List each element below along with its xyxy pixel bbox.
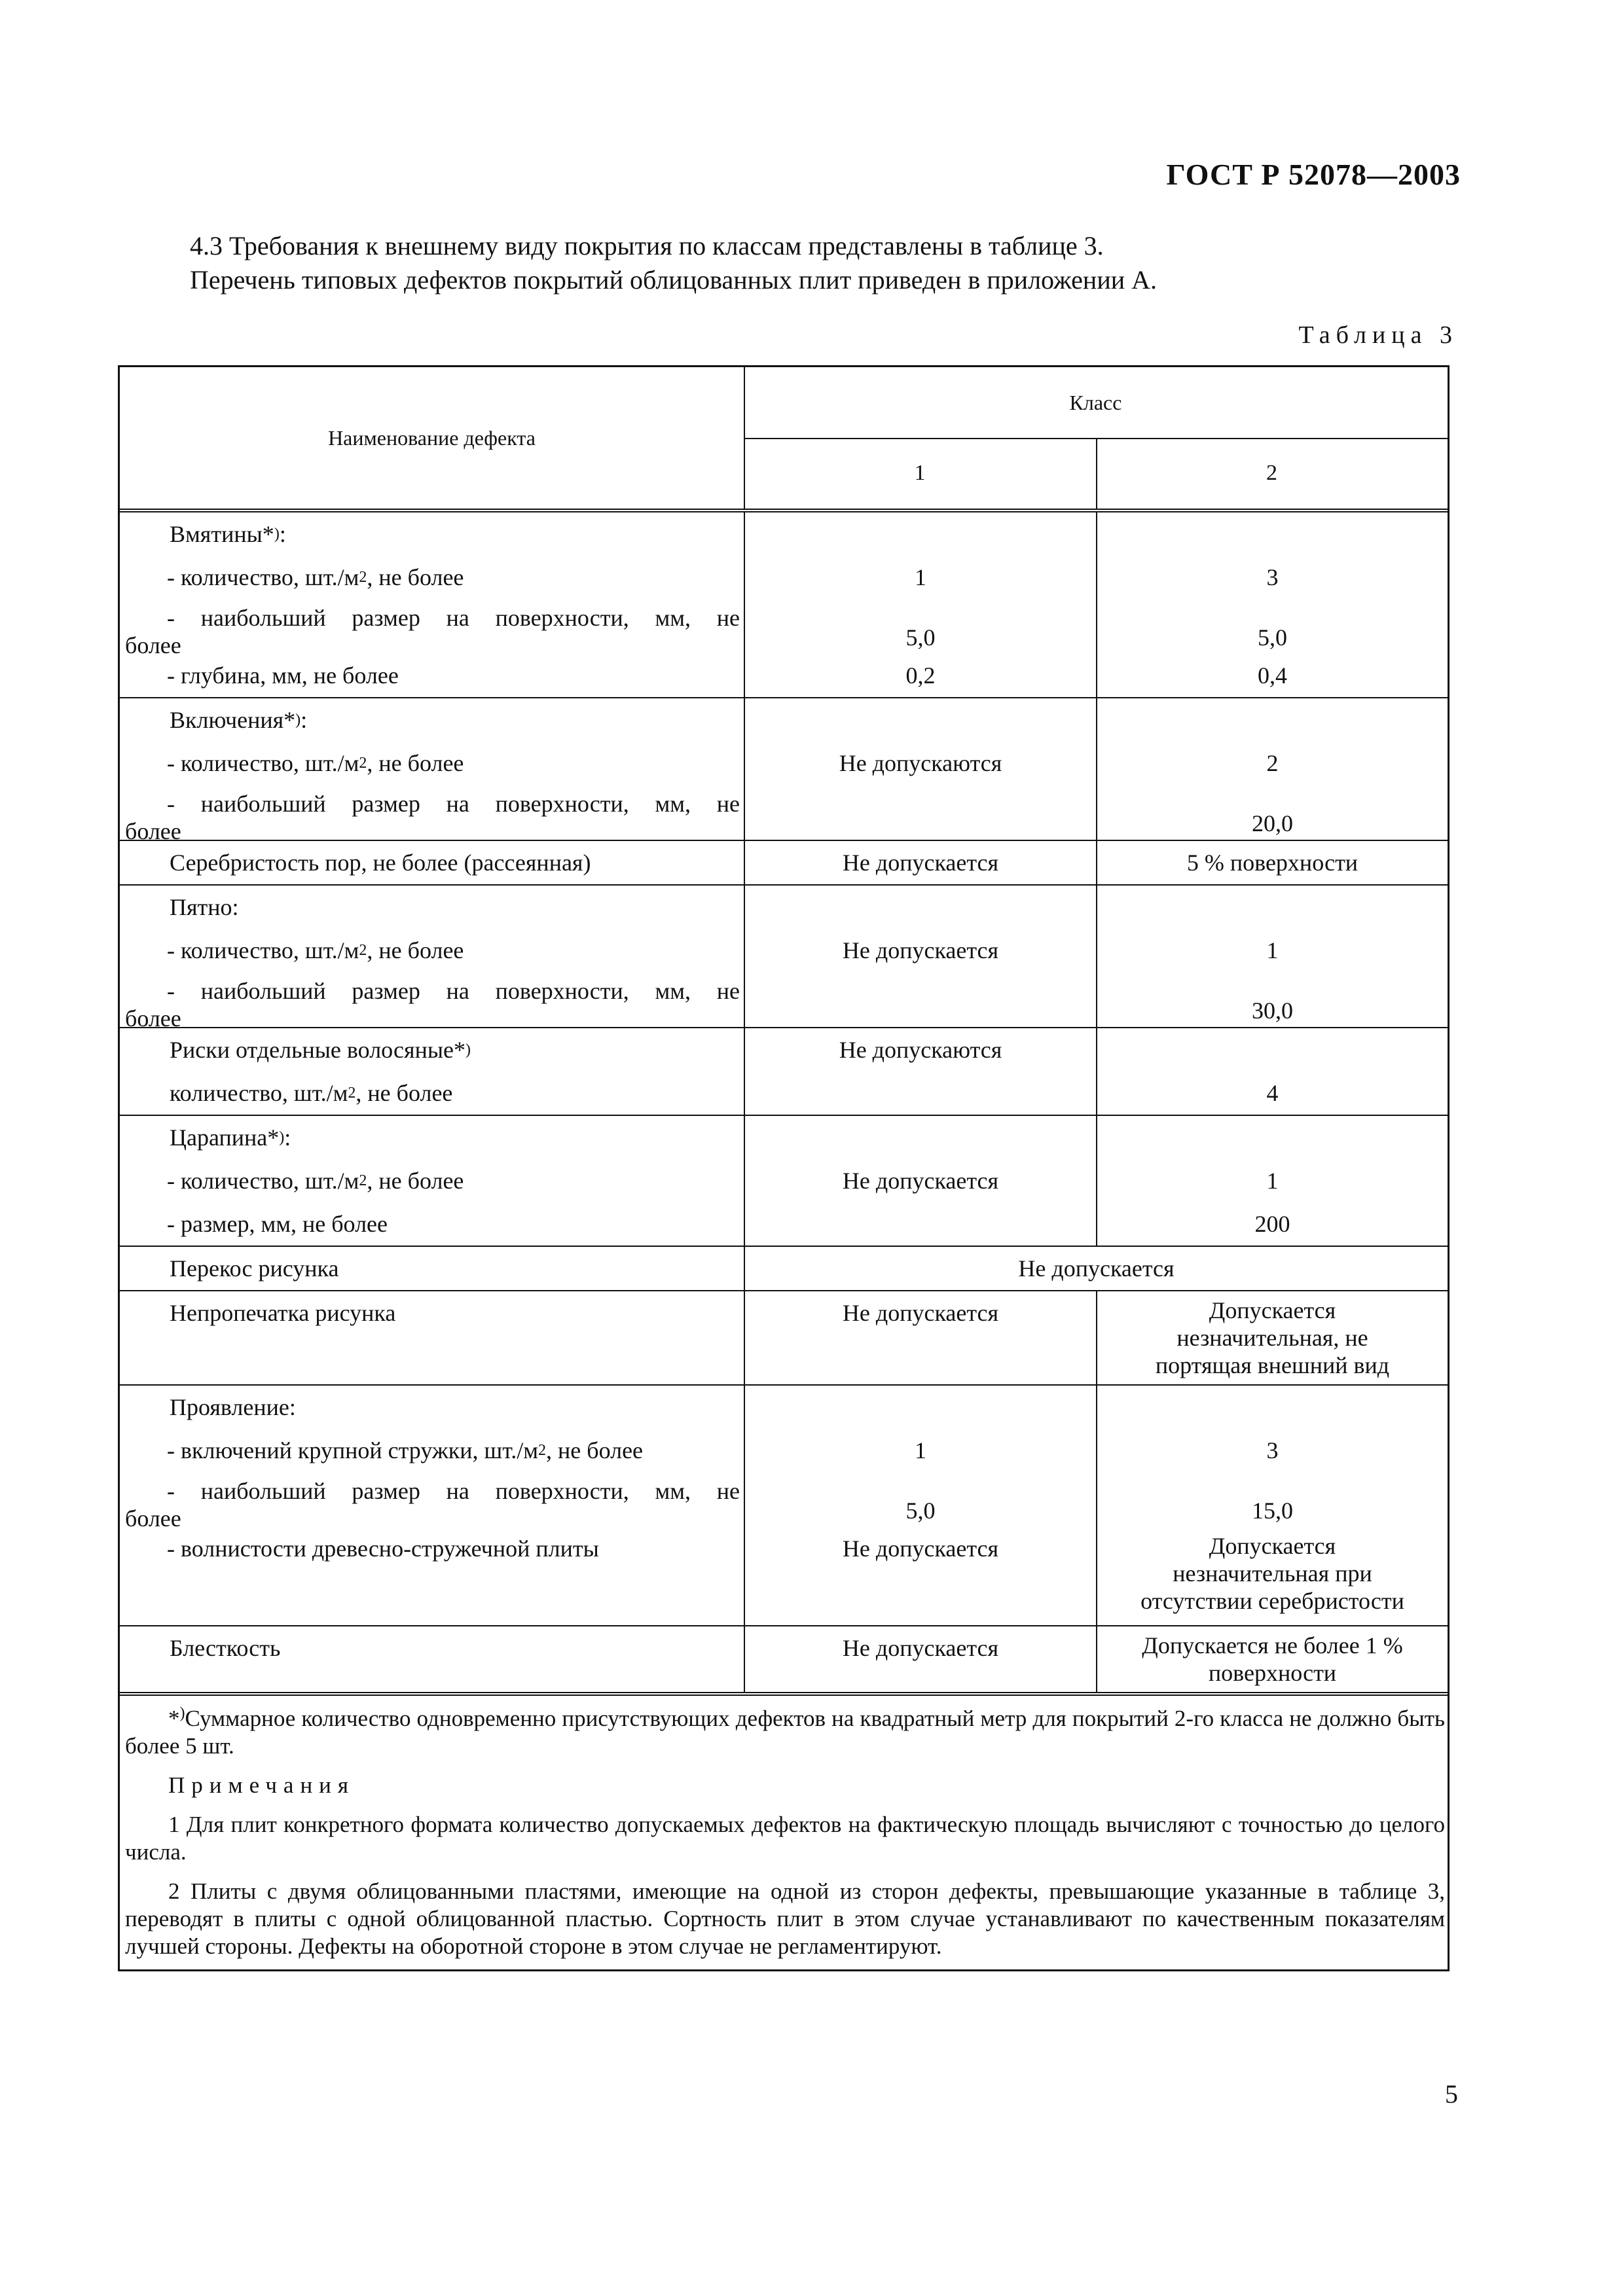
table-footnotes xyxy=(120,1696,1448,1969)
defect-size xyxy=(120,599,744,658)
row-nepropechatka xyxy=(120,1291,1448,1386)
size-line-b: более xyxy=(125,818,181,844)
defect-qty: - количество, шт./м 2 , не более xyxy=(167,1168,464,1194)
class1-cell xyxy=(744,512,1096,697)
class1-value: 1 xyxy=(915,1437,926,1463)
title-text: Вмятины* xyxy=(170,521,274,547)
defect-name-cell xyxy=(120,1116,744,1246)
size-line-b: более xyxy=(125,632,181,658)
qty-tail: , не более xyxy=(367,937,464,963)
defect-size xyxy=(120,972,744,1031)
class2-value: 3 xyxy=(1266,1437,1279,1463)
class2-cell xyxy=(1096,1116,1448,1246)
defect-title: Перекос рисунка xyxy=(170,1255,339,1282)
qty-tail: , не более xyxy=(367,750,464,776)
class1-cell xyxy=(744,886,1096,1027)
defect-qty: - количество, шт./м 2 , не более xyxy=(167,750,464,776)
value-line: Допускается xyxy=(1209,1533,1336,1559)
page-number: 5 xyxy=(1445,2079,1458,2109)
defect-title: Непропечатка рисунка xyxy=(170,1300,396,1326)
table-header xyxy=(120,367,1448,512)
class1-value: Не допускается xyxy=(842,1535,999,1562)
value-line: портящая внешний вид xyxy=(1155,1352,1390,1378)
value-line: незначительная при xyxy=(1173,1560,1372,1587)
chips-text: - включений крупной стружки, шт./м xyxy=(167,1437,539,1463)
class1-cell xyxy=(744,1291,1096,1384)
qty-tail: , не более xyxy=(367,1168,464,1194)
class2-value: 3 xyxy=(1266,564,1279,590)
class1-value: Не допускается xyxy=(842,937,999,963)
header-class-2: 2 xyxy=(1266,461,1277,485)
colon: : xyxy=(301,707,308,733)
class1-cell xyxy=(744,1626,1096,1692)
row-riski xyxy=(120,1028,1448,1116)
size-line-a: - наибольший размер на поверхности, мм, не xyxy=(167,605,740,631)
defect-title: Включения* ) : xyxy=(170,707,308,733)
footnote-sup: ) xyxy=(179,1704,185,1722)
defect-title: Блесткость xyxy=(170,1635,281,1661)
defect-qty: - количество, шт./м 2 , не более xyxy=(167,937,464,963)
row-serebristost xyxy=(120,841,1448,886)
defect-title: Пятно: xyxy=(170,894,239,920)
class2-cell xyxy=(1096,1028,1448,1115)
row-tsarapina xyxy=(120,1116,1448,1247)
qty-text: - количество, шт./м xyxy=(167,750,359,776)
merged-value: Не допускается xyxy=(1018,1255,1175,1282)
size-line-a: - наибольший размер на поверхности, мм, не xyxy=(167,978,740,1004)
class2-cell xyxy=(1096,512,1448,697)
chips-tail: , не более xyxy=(546,1437,644,1463)
class2-value xyxy=(1097,1291,1448,1384)
size-line-b: более xyxy=(125,1505,181,1532)
class2-value: 20,0 xyxy=(1252,810,1293,836)
defect-title: Проявление: xyxy=(170,1394,296,1420)
defect-qty: - количество, шт./м 2 , не более xyxy=(167,564,464,590)
class1-value: Не допускается xyxy=(842,1168,999,1194)
defect-size: - размер, мм, не более xyxy=(167,1211,388,1237)
qty-text: - количество, шт./м xyxy=(167,937,359,963)
class2-cell xyxy=(1096,886,1448,1027)
defect-name-cell xyxy=(120,1247,744,1290)
note-1: 1 Для плит конкретного формата количество допускаемых дефектов на фактическую площадь вычисляют с точностью до целого числа. xyxy=(125,1812,1445,1865)
qty-text: - количество, шт./м xyxy=(167,1168,359,1194)
class2-cell xyxy=(1096,1386,1448,1625)
title-text: Включения* xyxy=(170,707,296,733)
qty-text: количество, шт./м xyxy=(170,1080,348,1106)
qty-text: - количество, шт./м xyxy=(167,564,359,590)
defect-size xyxy=(120,785,744,844)
colon: : xyxy=(279,521,286,547)
class2-value: 4 xyxy=(1266,1080,1279,1106)
defect-title: Риски отдельные волосяные* ) xyxy=(170,1037,471,1063)
class1-cell xyxy=(744,1116,1096,1246)
intro-paragraph xyxy=(190,229,1157,297)
qty-tail: , не более xyxy=(356,1080,453,1106)
class2-value: 30,0 xyxy=(1252,997,1293,1024)
class1-value: Не допускаются xyxy=(839,750,1002,776)
notes-title: Примечания xyxy=(168,1772,356,1798)
class1-cell xyxy=(744,1386,1096,1625)
document-id-header: ГОСТ Р 52078—2003 xyxy=(1166,158,1461,191)
class2-value: 2 xyxy=(1266,750,1279,776)
class2-value: 1 xyxy=(1266,937,1279,963)
title-text: Риски отдельные волосяные* xyxy=(170,1037,466,1063)
size-line-a: - наибольший размер на поверхности, мм, не xyxy=(167,791,740,817)
merged-class-cell xyxy=(744,1247,1448,1290)
header-defect-name: Наименование дефекта xyxy=(120,367,745,509)
class2-value: 0,4 xyxy=(1258,662,1287,689)
class1-value: 1 xyxy=(915,564,926,590)
intro-line-1: 4.3 Требования к внешнему виду покрытия по классам представлены в таблице 3. xyxy=(190,231,1104,260)
defect-title: Серебристость пор, не более (рассеянная) xyxy=(170,850,591,876)
class2-cell xyxy=(1096,1626,1448,1692)
class2-cell xyxy=(1096,841,1448,884)
defect-name-cell xyxy=(120,841,744,884)
header-class: Класс xyxy=(744,367,1448,439)
size-line-b: более xyxy=(125,1005,181,1031)
defect-name-cell xyxy=(120,512,744,697)
colon: : xyxy=(284,1124,291,1151)
class2-value: 5,0 xyxy=(1258,624,1287,651)
class1-value: 0,2 xyxy=(905,662,936,689)
defect-chips: - включений крупной стружки, шт./м 2 , не более xyxy=(167,1437,644,1463)
header-class-1: 1 xyxy=(744,438,1097,509)
defect-name-cell xyxy=(120,1626,744,1692)
defect-depth: - глубина, мм, не более xyxy=(167,662,399,689)
class2-value: 5 % поверхности xyxy=(1186,850,1359,876)
defect-name-cell xyxy=(120,886,744,1031)
defect-name-cell xyxy=(120,1386,744,1625)
class2-value: 1 xyxy=(1266,1168,1279,1194)
class1-value: Не допускается xyxy=(842,1635,999,1661)
defect-name-cell xyxy=(120,1291,744,1384)
row-blestkost xyxy=(120,1626,1448,1696)
class1-value: 5,0 xyxy=(905,624,936,651)
defect-name-cell xyxy=(120,1028,744,1115)
value-line: Допускается не более 1 % xyxy=(1142,1632,1403,1659)
row-proyavlenie xyxy=(120,1386,1448,1626)
value-line: поверхности xyxy=(1208,1660,1337,1686)
class2-value xyxy=(1097,1626,1448,1692)
footnote-marker: * xyxy=(168,1706,180,1731)
row-perekos xyxy=(120,1247,1448,1291)
footnote-text: Суммарное количество одновременно присутствующих дефектов на квадратный метр для покрытий 2-го класса не должно быть более 5 шт. xyxy=(125,1706,1445,1759)
defect-qty: количество, шт./м 2 , не более xyxy=(170,1080,453,1106)
footnote-star xyxy=(125,1705,1445,1760)
value-line: незначительная, не xyxy=(1176,1325,1368,1351)
row-vklyucheniya xyxy=(120,698,1448,844)
defect-size xyxy=(120,1472,744,1532)
class2-cell xyxy=(1096,698,1448,840)
class1-value: Не допускаются xyxy=(839,1037,1002,1063)
class2-value: 15,0 xyxy=(1252,1498,1293,1524)
table-caption: Таблица 3 xyxy=(1298,321,1458,349)
value-line: Допускается xyxy=(1209,1297,1336,1323)
defect-name-cell xyxy=(120,698,744,844)
class1-value: Не допускается xyxy=(842,850,999,876)
class2-value xyxy=(1097,1527,1448,1625)
class1-value: Не допускается xyxy=(842,1300,999,1326)
row-vmyatiny xyxy=(120,512,1448,698)
class2-cell xyxy=(1096,1291,1448,1384)
intro-line-2: Перечень типовых дефектов покрытий облицованных плит приведен в приложении А. xyxy=(190,265,1158,295)
class1-value: 5,0 xyxy=(905,1498,936,1524)
class1-cell xyxy=(744,698,1096,840)
defect-title: Вмятины* ) : xyxy=(170,521,286,547)
title-text: Царапина* xyxy=(170,1124,280,1151)
value-line: отсутствии серебристости xyxy=(1140,1588,1404,1614)
row-pyatno xyxy=(120,886,1448,1031)
defects-table xyxy=(118,365,1450,1971)
class1-cell xyxy=(744,1028,1096,1115)
class1-cell xyxy=(744,841,1096,884)
note-2: 2 Плиты с двумя облицованными пластями, имеющие на одной из сторон дефекты, превышающие указанные в таблице 3, переводят в плиты с одной облицованной пластью. Сортность плит в этом случае устанавливают по качественным показателям лучшей стороны. Дефекты на оборотной стороне в этом случае не регламентируют. xyxy=(125,1878,1445,1959)
qty-tail: , не более xyxy=(367,564,464,590)
defect-wave: - волнистости древесно-стружечной плиты xyxy=(167,1535,599,1562)
size-line-a: - наибольший размер на поверхности, мм, не xyxy=(167,1478,740,1504)
class2-value: 200 xyxy=(1254,1211,1290,1237)
defect-title: Царапина* ) : xyxy=(170,1124,291,1151)
